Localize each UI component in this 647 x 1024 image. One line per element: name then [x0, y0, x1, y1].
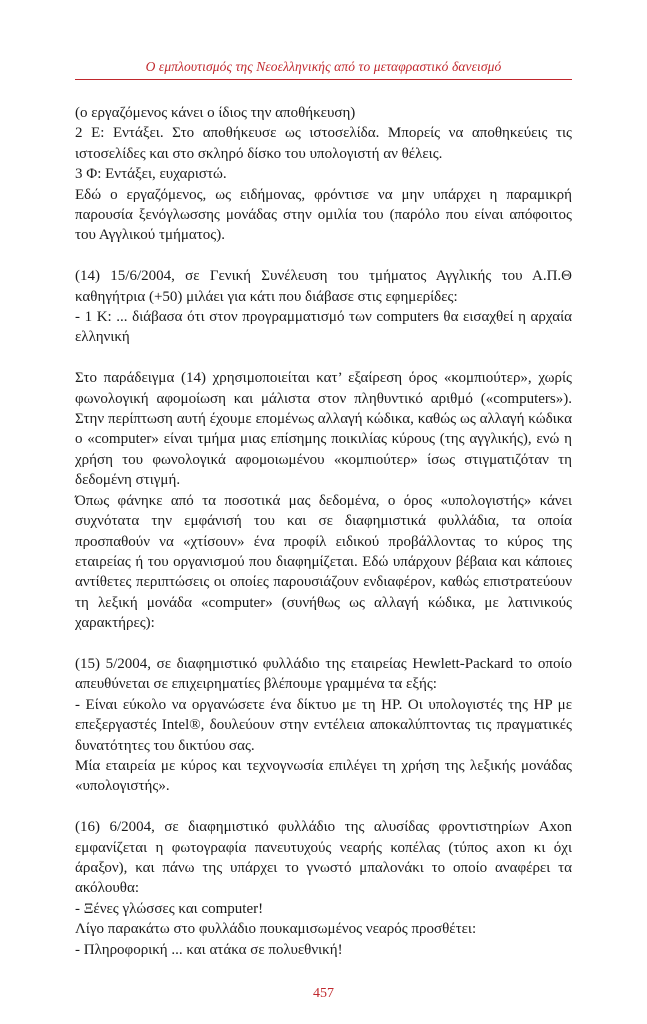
page-body [75, 103, 572, 960]
example-15-quote: - Είναι εύκολο να οργανώσετε ένα δίκτυο με τη HP. Οι υπολογιστές της HP με επεξεργαστές Intel®, δουλεύουν στην εντέλεια αποκαλύπτοντας τις πραγματικές δυνατότητες του δικτύου σας. [75, 696, 572, 754]
paragraph-gap [75, 348, 572, 368]
page-number: 457 [313, 986, 334, 1001]
example-14-intro: (14) 15/6/2004, σε Γενική Συνέλευση του τμήματος Αγγλικής του Α.Π.Θ καθηγήτρια (+50) μιλάει για κάτι που διάβασε στις εφημερίδες: [75, 268, 572, 305]
example-15-intro: (15) 5/2004, σε διαφημιστικό φυλλάδιο της εταιρείας Hewlett-Packard το οποίο απευθύνεται σε επιχειρηματίες βλέπουμε γραμμένα τα εξής: [75, 655, 572, 693]
header-rule [75, 79, 572, 80]
paragraph-gap [75, 634, 572, 654]
example-16-quote: - Πληροφορική ... και ατάκα σε πολυεθνική! [75, 941, 343, 958]
paragraph-gap [75, 246, 572, 266]
paragraph: 2 Ε: Εντάξει. Στο αποθήκευσε ως ιστοσελίδα. Μπορείς να αποθηκεύεις τις ιστοσελίδες και στο σκληρό δίσκο του υπολογιστή αν θέλεις. [75, 125, 572, 162]
example-14-quote: - 1 Κ: ... διάβασα ότι στον προγραμματισμό των computers θα εισαχθεί η αρχαία ελληνική [75, 309, 572, 346]
paragraph: 3 Φ: Εντάξει, ευχαριστώ. [75, 166, 227, 183]
example-16-quote: - Ξένες γλώσσες και computer! [75, 900, 264, 917]
paragraph: Εδώ ο εργαζόμενος, ως ειδήμονας, φρόντισε να μην υπάρχει η παραμικρή παρουσία ξενόγλωσσης μονάδας στην ομιλία του (παρόλο που είναι απόφοιτος του Αγγλικού τμήματος). [75, 186, 572, 244]
paragraph: Λίγο παρακάτω στο φυλλάδιο πουκαμισωμένος νεαρός προσθέτει: [75, 921, 477, 938]
example-16-intro: (16) 6/2004, σε διαφημιστικό φυλλάδιο της αλυσίδας φροντιστηρίων Axon εμφανίζεται η φωτογραφία πανευτυχούς νεαρής κοπέλας (τύπος axon κι όχι άραξον), και πάνω της υπάρχει το γνωστό μπαλονάκι το οποίο αναφέρει τα ακόλουθα: [75, 819, 572, 897]
paragraph-gap [75, 797, 572, 817]
running-head-title: Ο εμπλουτισμός της Νεοελληνικής από το μεταφραστικό δανεισμό [145, 59, 502, 74]
paragraph: (ο εργαζόμενος κάνει ο ίδιος την αποθήκευση) [75, 105, 356, 121]
paragraph: Στο παράδειγμα (14) χρησιμοποιείται κατ’ εξαίρεση όρος «κομπιούτερ», χωρίς φωνολογική αφομοίωση και μάλιστα στον πληθυντικό αριθμό («computers»). Στην περίπτωση αυτή έχουμε επομένως αλλαγή κώδικα, καθώς ως αλλαγή κώδικα ο «computer» είναι τμήμα μιας επίσημης ποικιλίας κύρους (της αγγλικής), ενώ η χρήση του φωνολογικά αφομοιωμένου «κομπιούτερ» ίσως στιγματιζόταν τη δεδομένη στιγμή. [75, 370, 572, 489]
paragraph: Όπως φάνηκε από τα ποσοτικά μας δεδομένα, ο όρος «υπολογιστής» κάνει συχνότατα την εμφάνισή του και σε διαφημιστικά φυλλάδια, τα οποία προσπαθούν να «χτίσουν» ένα προφίλ ειδικού προβάλλοντας το κύρος της εταιρείας ή του οργανισμού που διαφημίζεται. Εδώ υπάρχουν βέβαια και κάποιες αντίθετες περιπτώσεις οι οποίες παρουσιάζουν ενδιαφέρον, καθώς επιστρατεύουν τη λεξική μονάδα «computer» (συνήθως ως αλλαγή κώδικα, με λατινικούς χαρακτήρες): [75, 492, 572, 632]
paragraph: Μία εταιρεία με κύρος και τεχνογνωσία επιλέγει τη χρήση της λεξικής μονάδας «υπολογιστής». [75, 757, 572, 795]
